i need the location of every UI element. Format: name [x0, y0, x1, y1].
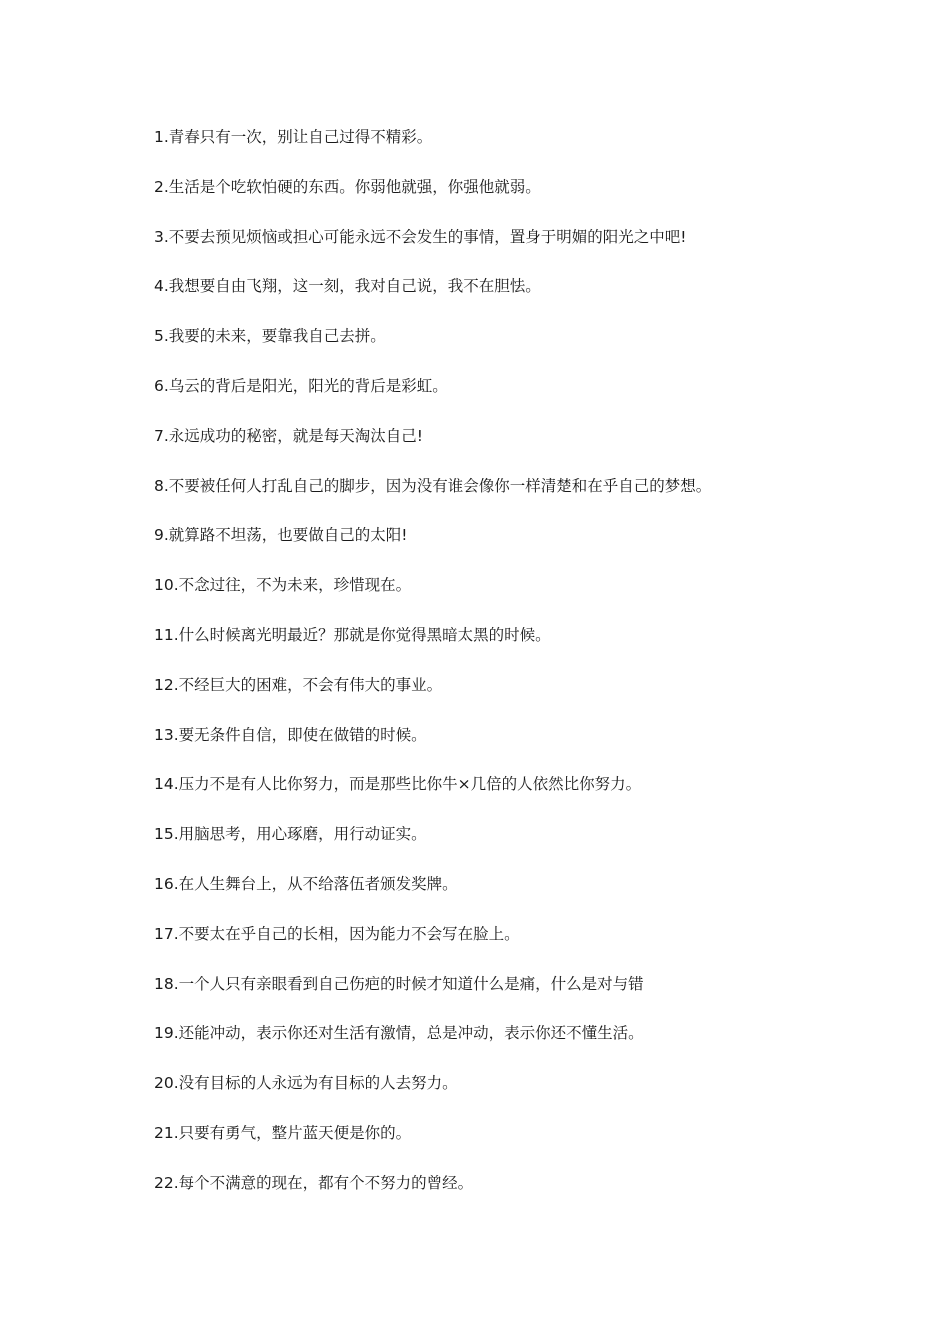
quote-line: 3.不要去预见烦恼或担心可能永远不会发生的事情，置身于明媚的阳光之中吧! — [154, 227, 687, 246]
quote-line: 12.不经巨大的困难，不会有伟大的事业。 — [154, 675, 443, 694]
quote-line: 14.压力不是有人比你努力，而是那些比你牛×几倍的人依然比你努力。 — [154, 775, 642, 794]
quote-line: 10.不念过往，不为未来，珍惜现在。 — [154, 576, 412, 595]
quote-line: 17.不要太在乎自己的长相，因为能力不会写在脸上。 — [154, 924, 520, 943]
quote-line: 13.要无条件自信，即使在做错的时候。 — [154, 725, 427, 744]
quote-line: 2.生活是个吃软怕硬的东西。你弱他就强，你强他就弱。 — [154, 177, 541, 196]
quote-line: 22.每个不满意的现在，都有个不努力的曾经。 — [154, 1173, 474, 1192]
quote-line: 8.不要被任何人打乱自己的脚步，因为没有谁会像你一样清楚和在乎自己的梦想。 — [154, 476, 712, 495]
quote-line: 21.只要有勇气，整片蓝天便是你的。 — [154, 1123, 412, 1142]
quote-line: 7.永远成功的秘密，就是每天淘汰自己! — [154, 426, 424, 445]
quote-line: 16.在人生舞台上，从不给落伍者颁发奖牌。 — [154, 874, 458, 893]
quote-line: 15.用脑思考，用心琢磨，用行动证实。 — [154, 825, 427, 844]
quote-line: 20.没有目标的人永远为有目标的人去努力。 — [154, 1074, 458, 1093]
quote-line: 5.我要的未来，要靠我自己去拼。 — [154, 327, 386, 346]
quote-line: 4.我想要自由飞翔，这一刻，我对自己说，我不在胆怯。 — [154, 277, 541, 296]
quote-line: 6.乌云的背后是阳光，阳光的背后是彩虹。 — [154, 376, 448, 395]
quote-line: 18.一个人只有亲眼看到自己伤疤的时候才知道什么是痛，什么是对与错 — [154, 974, 644, 993]
quote-line: 9.就算路不坦荡，也要做自己的太阳! — [154, 526, 408, 545]
quote-list — [154, 124, 894, 1220]
quote-line: 19.还能冲动，表示你还对生活有激情，总是冲动，表示你还不懂生活。 — [154, 1024, 644, 1043]
quote-line: 11.什么时候离光明最近？那就是你觉得黑暗太黑的时候。 — [154, 625, 551, 644]
quote-line: 1.青春只有一次，别让自己过得不精彩。 — [154, 128, 433, 146]
